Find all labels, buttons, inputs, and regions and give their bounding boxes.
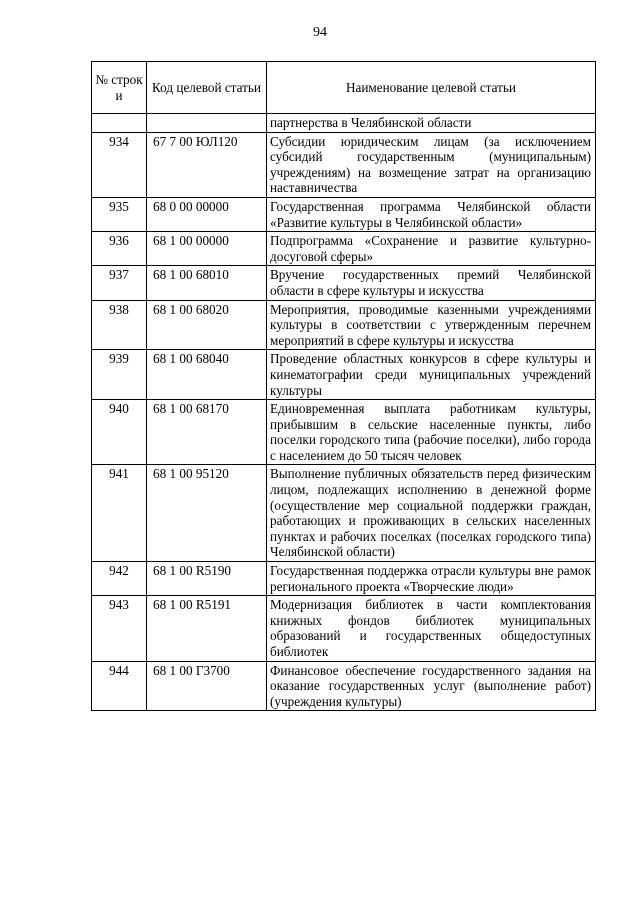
cell-code: 68 1 00 68010 xyxy=(147,266,267,300)
cell-num: 940 xyxy=(92,400,147,465)
cell-name: Единовременная выплата работникам культуры, прибывшим в сельские населенные пункты, либо поселки городского типа (рабочие поселки), либо города с населением до 50 тысяч человек xyxy=(267,400,596,465)
cell-name: Финансовое обеспечение государственного задания на оказание государственных услуг (выполнение работ) (учреждения культуры) xyxy=(267,661,596,711)
cell-name: Государственная программа Челябинской области «Развитие культуры в Челябинской области» xyxy=(267,197,596,231)
table-header-row xyxy=(92,62,596,114)
cell-num: 943 xyxy=(92,596,147,661)
table-row xyxy=(92,400,596,465)
table-row xyxy=(92,465,596,562)
cell-num: 939 xyxy=(92,350,147,400)
cell-name: Мероприятия, проводимые казенными учреждениями культуры в соответствии с утвержденным перечнем мероприятий в сфере культуры и искусства xyxy=(267,300,596,350)
cell-code: 68 1 00 68020 xyxy=(147,300,267,350)
cell-num: 938 xyxy=(92,300,147,350)
table-row-continuation xyxy=(92,114,596,133)
table-row xyxy=(92,197,596,231)
cell-num: 936 xyxy=(92,232,147,266)
cell-code: 68 0 00 00000 xyxy=(147,197,267,231)
cell-name: Субсидии юридическим лицам (за исключением субсидий государственным (муниципальным) учреждениям) на возмещение затрат на организацию наставничества xyxy=(267,132,596,197)
cell-name: Государственная поддержка отрасли культуры вне рамок регионального проекта «Творческие люди» xyxy=(267,562,596,596)
header-code-label: Код целевой статьи xyxy=(152,80,261,96)
cell-name: Вручение государственных премий Челябинской области в сфере культуры и искусства xyxy=(267,266,596,300)
cell-num: 934 xyxy=(92,132,147,197)
cell-code: 68 1 00 68040 xyxy=(147,350,267,400)
header-name xyxy=(267,62,596,114)
table-row xyxy=(92,266,596,300)
table-row xyxy=(92,596,596,661)
cell-name: Подпрограмма «Сохранение и развитие культурно-досуговой сферы» xyxy=(267,232,596,266)
table-row xyxy=(92,300,596,350)
cell-name: Модернизация библиотек в части комплектования книжных фондов библиотек муниципальных образований и государственных общедоступных библиотек xyxy=(267,596,596,661)
header-code xyxy=(147,62,267,114)
cell-name: Проведение областных конкурсов в сфере культуры и кинематографии среди муниципальных учреждений культуры xyxy=(267,350,596,400)
cell-code: 68 1 00 95120 xyxy=(147,465,267,562)
page-number: 94 xyxy=(313,25,327,40)
table-row xyxy=(92,562,596,596)
header-row-number-label: № строк и xyxy=(95,72,143,103)
cell-num xyxy=(92,114,147,133)
header-row-number xyxy=(92,62,147,114)
cell-num: 935 xyxy=(92,197,147,231)
cell-code: 68 1 00 R5191 xyxy=(147,596,267,661)
cell-code: 68 1 00 Г3700 xyxy=(147,661,267,711)
cell-code: 67 7 00 ЮЛ120 xyxy=(147,132,267,197)
cell-num: 944 xyxy=(92,661,147,711)
cell-code: 68 1 00 00000 xyxy=(147,232,267,266)
cell-code: 68 1 00 R5190 xyxy=(147,562,267,596)
table-row xyxy=(92,132,596,197)
cell-num: 942 xyxy=(92,562,147,596)
cell-num: 941 xyxy=(92,465,147,562)
table-row xyxy=(92,350,596,400)
table-row xyxy=(92,232,596,266)
cell-name: Выполнение публичных обязательств перед физическим лицом, подлежащих исполнению в денежной форме (осуществление мер социальной поддержки граждан, работающих и проживающих в сельских населенных пунктах и рабочих поселках (поселках городского типа) Челябинской области) xyxy=(267,465,596,562)
header-name-label: Наименование целевой статьи xyxy=(345,80,516,96)
cell-code xyxy=(147,114,267,133)
target-articles-table xyxy=(91,61,596,711)
cell-name: партнерства в Челябинской области xyxy=(267,114,596,133)
cell-num: 937 xyxy=(92,266,147,300)
table-row xyxy=(92,661,596,711)
cell-code: 68 1 00 68170 xyxy=(147,400,267,465)
